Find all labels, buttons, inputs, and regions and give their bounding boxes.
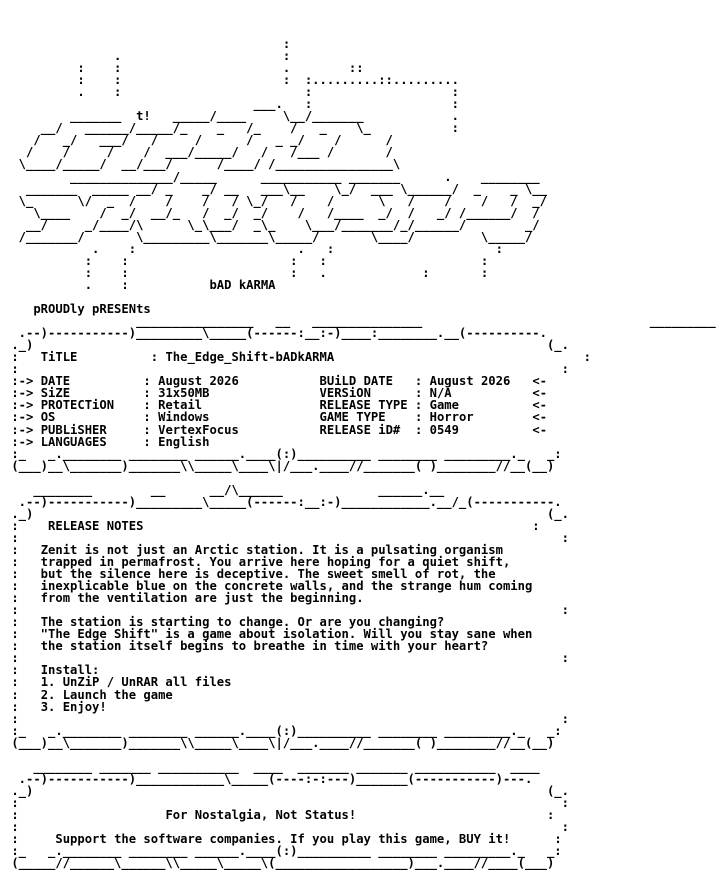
release-type-label: RELEASE TYPE [319, 398, 408, 413]
game-type-value: Horror [429, 410, 474, 425]
publisher-value: VertexFocus [158, 422, 239, 437]
release-notes-para1: Zenit is not just an Arctic station. It is a pulsating organism : trapped in permafrost. You arrive here hoping for a quiet shift, : but the silence here is deceptive. The sweet smell of rot, the : inexplicable blue on the concrete walls, and the strange hum coming : from the ventilation are just the beginning. [11, 542, 533, 606]
os-label: OS [40, 410, 56, 425]
version-value: N/A [429, 386, 452, 401]
date-value: August 2026 [158, 374, 239, 389]
group-credits: bAD kARMA pROUDly pRESENts [33, 277, 276, 317]
languages-value: English [158, 434, 210, 449]
os-value: Windows [158, 410, 210, 425]
publisher-label: PUBLiSHER [40, 422, 107, 437]
game-type-label: GAME TYPE [319, 410, 386, 425]
protection-label: PROTECTiON [40, 398, 115, 413]
release-notes-heading: RELEASE NOTES [48, 518, 144, 533]
languages-label: LANGUAGES [40, 434, 107, 449]
build-date-value: August 2026 [429, 374, 511, 389]
protection-value: Retail [158, 398, 203, 413]
release-id-value: 0549 [429, 422, 459, 437]
release-type-value: Game [429, 398, 459, 413]
footer-line-2: Support the software companies. If you play this game, BUY it! [55, 832, 511, 847]
version-label: VERSiON [319, 386, 371, 401]
ascii-logo: : . : : : . :: : : : :.........::......... . : : : ___. : : _______ t! _____/____ \__/_______ . __/ ______/_____/_ _ /_ / _ \_ : / _/ ___/ / / / _ _/ / / / / / / ___/_____/ / /___ / / \____/_____/ __/___/ /____/ /________________\ ______________/_____ ___________ _______ . ________ _______ _____ __/ _ _/ __ ___\__ \_/ ___ \______/ _ _ \__ \_ \/ _ / / / / \_/ / / \ / / / / _/ \____ / _/ __/_ / _/ _/ / /____ _/ / _/ /______/ / __/ _/____/\ \_\___/ _\_ \___/_______/_/______/ _/ /_______/ \_________\_______\_____/ \____/ \_____/ . : . : : : : : : : : : : . : : . : [18, 37, 547, 292]
install-step-2: 2. Launch the game [40, 687, 173, 702]
install-heading: Install: [40, 663, 100, 678]
install-step-3: 3. Enjoy! [40, 699, 107, 714]
build-date-label: BUiLD DATE [319, 374, 393, 389]
nfo-document: : . : : : . :: : : : :.........::......... . : : : ___. : : _______ t! _____/____ \__/_______ . __/ ______/_____/_ _ /_ / _ \_ : / _/ ___/ / / / _ _/ / / / / / / ___/_____/ / /___ / / \____/_____/ __/___/ /____/ /________________\ ______________/_____ ___________ _______ . ________ _______ _____ __/ _ _/ __ ___\__ \_/ ___ \______/ _ _ \__ \_ \/ _ / / / / \_/ / / \ / / / / _/ \____ / _/ __/_ / _/ _/ / /____ _/ / _/ /______/ / __/ _/____/\ \_\___/ _\_ \___/_______/_/______/ _/ /_______/ \_________\_______\_____/ \____/ \_____/ . : . : : : : : : : : : : . : : . : bAD kARMA pROUDly pRESENts ________________ __ _______________ _________ .--)-----------)_________\_____(------:__:-)____:________.__(----------. ._) (_. : TiTLE : The_Edge_Shift-bADkARMA : : : :-> DATE : August 2026 BUiLD DATE : August 2026 <- :-> SiZE : 31x50MB VERSiON : N/A <- :-> PROTECTiON : Retail RELEASE TYPE : Game <- :-> OS : Windows GAME TYPE : Horror <- :-> PUBLiSHER : VertexFocus RELEASE iD# : 0549 <- :-> LANGUAGES : English :_ _.________ ________ ______.____(:)__________ ________ _________._ _: (___)__\_______)_______\\_____\____\|/___.____//_______( )________//__(__) ________ __ __/\______ ______.__ .--)-----------)_________\_____(------:__:-)____________.__/_(-----------. ._) (_. : RELEASE NOTES : : : : Zenit is not just an Arctic station. It is a pulsating organism : trapped in permafrost. You arrive here hoping for a quiet shift, : but the silence here is deceptive. The sweet smell of rot, the : inexplicable blue on the concrete walls, and the strange hum coming : from the ventilation are just the beginning. : : : The station is starting to change. Or are you changing? : "The Edge Shift" is a game about isolation. Will you stay sane when : the station itself begins to breathe in time with your heart? : : : Install: : 1. UnZiP / UnRAR all files : 2. Launch the game : 3. Enjoy! : : :_ _.________ ________ ______.____(:)__________ ________ _________._ _: (___)__\_______)_______\\_____\____\|/___.____//_______( )________//__(__) ________ _______ ___________ ____ _______ _______ ___________ ____ .--)-----------)____________\_____(----:-:---)_______(-----------)---. ._) (_. : : : For Nostalgia, Not Status! : : : : Support the software companies. If you play this game, BUY it! : :_ _.________ ________ ______.____(:)__________ ________ _________._ _: (_____//______\______\\_____\_____\(__________________)___.____//____(___) [4, 38, 716, 869]
footer-line-1: For Nostalgia, Not Status! [165, 808, 357, 822]
release-notes-para2: The station is starting to change. Or are you changing? : "The Edge Shift" is a game about isolation. Will you stay sane when : the station itself begins to breathe in time with your heart? [11, 615, 533, 654]
title-label: TiTLE [40, 350, 78, 365]
install-step-1: 1. UnZiP / UnRAR all files [40, 675, 232, 690]
size-value: 31x50MB [158, 386, 210, 401]
date-label: DATE [40, 374, 71, 389]
release-id-label: RELEASE iD# [319, 422, 401, 437]
size-label: SiZE [40, 386, 71, 401]
title-value: The_Edge_Shift-bADkARMA [165, 350, 335, 365]
